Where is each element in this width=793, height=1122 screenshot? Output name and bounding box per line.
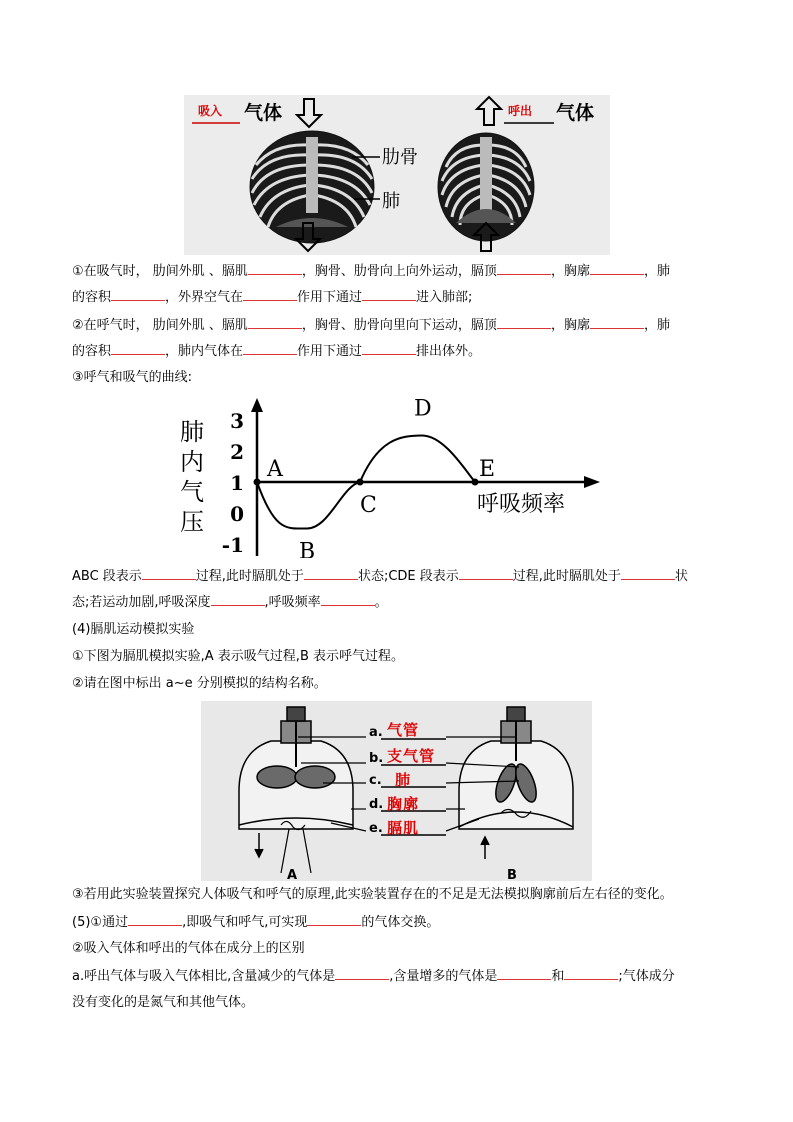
y-tick-label: 2: [230, 440, 244, 464]
letter-d: d.: [369, 797, 384, 812]
point-label-a: A: [267, 457, 283, 482]
y-tick-label: 1: [230, 471, 244, 495]
line-5: ③呼气和吸气的曲线:: [72, 370, 193, 385]
bell-jar-figure: [201, 701, 592, 881]
chart-point: [472, 479, 479, 486]
letter-c: c.: [369, 773, 382, 788]
chart-point: [357, 479, 364, 486]
line-13: ②吸入气体和呼出的气体在成分上的区别: [72, 941, 305, 956]
line-1: ①在吸气时， 肋间外肌 、膈肌 ，胸骨、肋骨向上向外运动，膈顶 ，胸廓 ，肺: [72, 264, 670, 279]
chart-yticks: [222, 409, 244, 557]
line-4: 的容积 ，肺内气体在 作用下通过 排出体外。: [72, 344, 482, 359]
line-6: ABC 段表示 过程,此时膈肌处于 状态;CDE 段表示 过程,此时膈肌处于 状: [72, 569, 688, 584]
down-arrow-icon: [297, 99, 321, 127]
rib-label: 肋骨: [382, 147, 418, 168]
chart-xlabel: 呼吸频率: [477, 492, 566, 517]
point-label-c: C: [360, 493, 377, 518]
exhale-word: 呼出: [508, 104, 533, 118]
pressure-chart: [172, 398, 622, 558]
line-7: 态;若运动加剧,呼吸深度 ,呼吸频率 。: [72, 595, 388, 610]
letter-e: e.: [369, 821, 383, 836]
lung-label: 肺: [382, 191, 400, 212]
label-a: A: [287, 868, 298, 881]
ylabel-char: 压: [180, 508, 204, 536]
y-tick-label: 3: [230, 409, 244, 433]
answer-d: 胸廓: [387, 795, 420, 813]
letter-b: b.: [369, 751, 384, 766]
line-12: (5)①通过 ,即吸气和呼气,可实现 的气体交换。: [72, 915, 440, 930]
point-label-e: E: [479, 457, 496, 482]
y-axis-arrow-icon: [251, 398, 263, 412]
line-3: ②在呼气时， 肋间外肌 、膈肌 ，胸骨、肋骨向里向下运动，膈顶 ，胸廓 ，肺: [72, 318, 670, 333]
ylabel-char: 内: [180, 448, 204, 476]
inhale-word: 吸入: [198, 104, 223, 118]
chart-point: [254, 479, 261, 486]
ylabel-char: 肺: [180, 418, 204, 446]
up-arrow-icon: [477, 97, 501, 125]
ylabel-char: 气: [180, 478, 204, 506]
line-11: ③若用此实验装置探究人体吸气和呼气的原理,此实验装置存在的不足是无法模拟胸廓前后左右径的变化。: [72, 887, 673, 902]
letter-a: a.: [369, 725, 383, 740]
label-b: B: [507, 868, 517, 881]
gas-label-left: 气体: [244, 102, 283, 124]
answer-c: 肺: [395, 771, 412, 789]
line-2: 的容积 ，外界空气在 作用下通过 进入肺部;: [72, 290, 473, 305]
line-9: ①下图为膈肌模拟实验,A 表示吸气过程,B 表示呼气过程。: [72, 649, 404, 664]
answer-b: 支气管: [387, 747, 436, 765]
x-axis-arrow-icon: [584, 476, 600, 488]
chart-point-labels: [254, 398, 496, 558]
bell-jar-b: [459, 707, 573, 859]
point-label-d: D: [414, 398, 432, 422]
line-10: ②请在图中标出 a~e 分别模拟的结构名称。: [72, 676, 327, 691]
chart-ylabel: [180, 418, 204, 536]
line-15: 没有变化的是氮气和其他气体。: [72, 995, 255, 1010]
bell-jar-a: [239, 707, 353, 873]
line-14: a.呼出气体与吸入气体相比,含量减少的气体是 ,含量增多的气体是 和 ;气体成分: [72, 969, 675, 984]
line-8: (4)膈肌运动模拟实验: [72, 622, 195, 637]
answer-e: 膈肌: [387, 819, 420, 837]
point-label-b: B: [299, 539, 316, 558]
y-tick-label: -1: [221, 533, 244, 557]
answer-a: 气管: [387, 721, 420, 739]
y-tick-label: 0: [230, 502, 244, 526]
gas-label-right: 气体: [556, 102, 595, 124]
ribcage-figure: [184, 95, 610, 255]
ribcage-exhale: [438, 133, 534, 241]
